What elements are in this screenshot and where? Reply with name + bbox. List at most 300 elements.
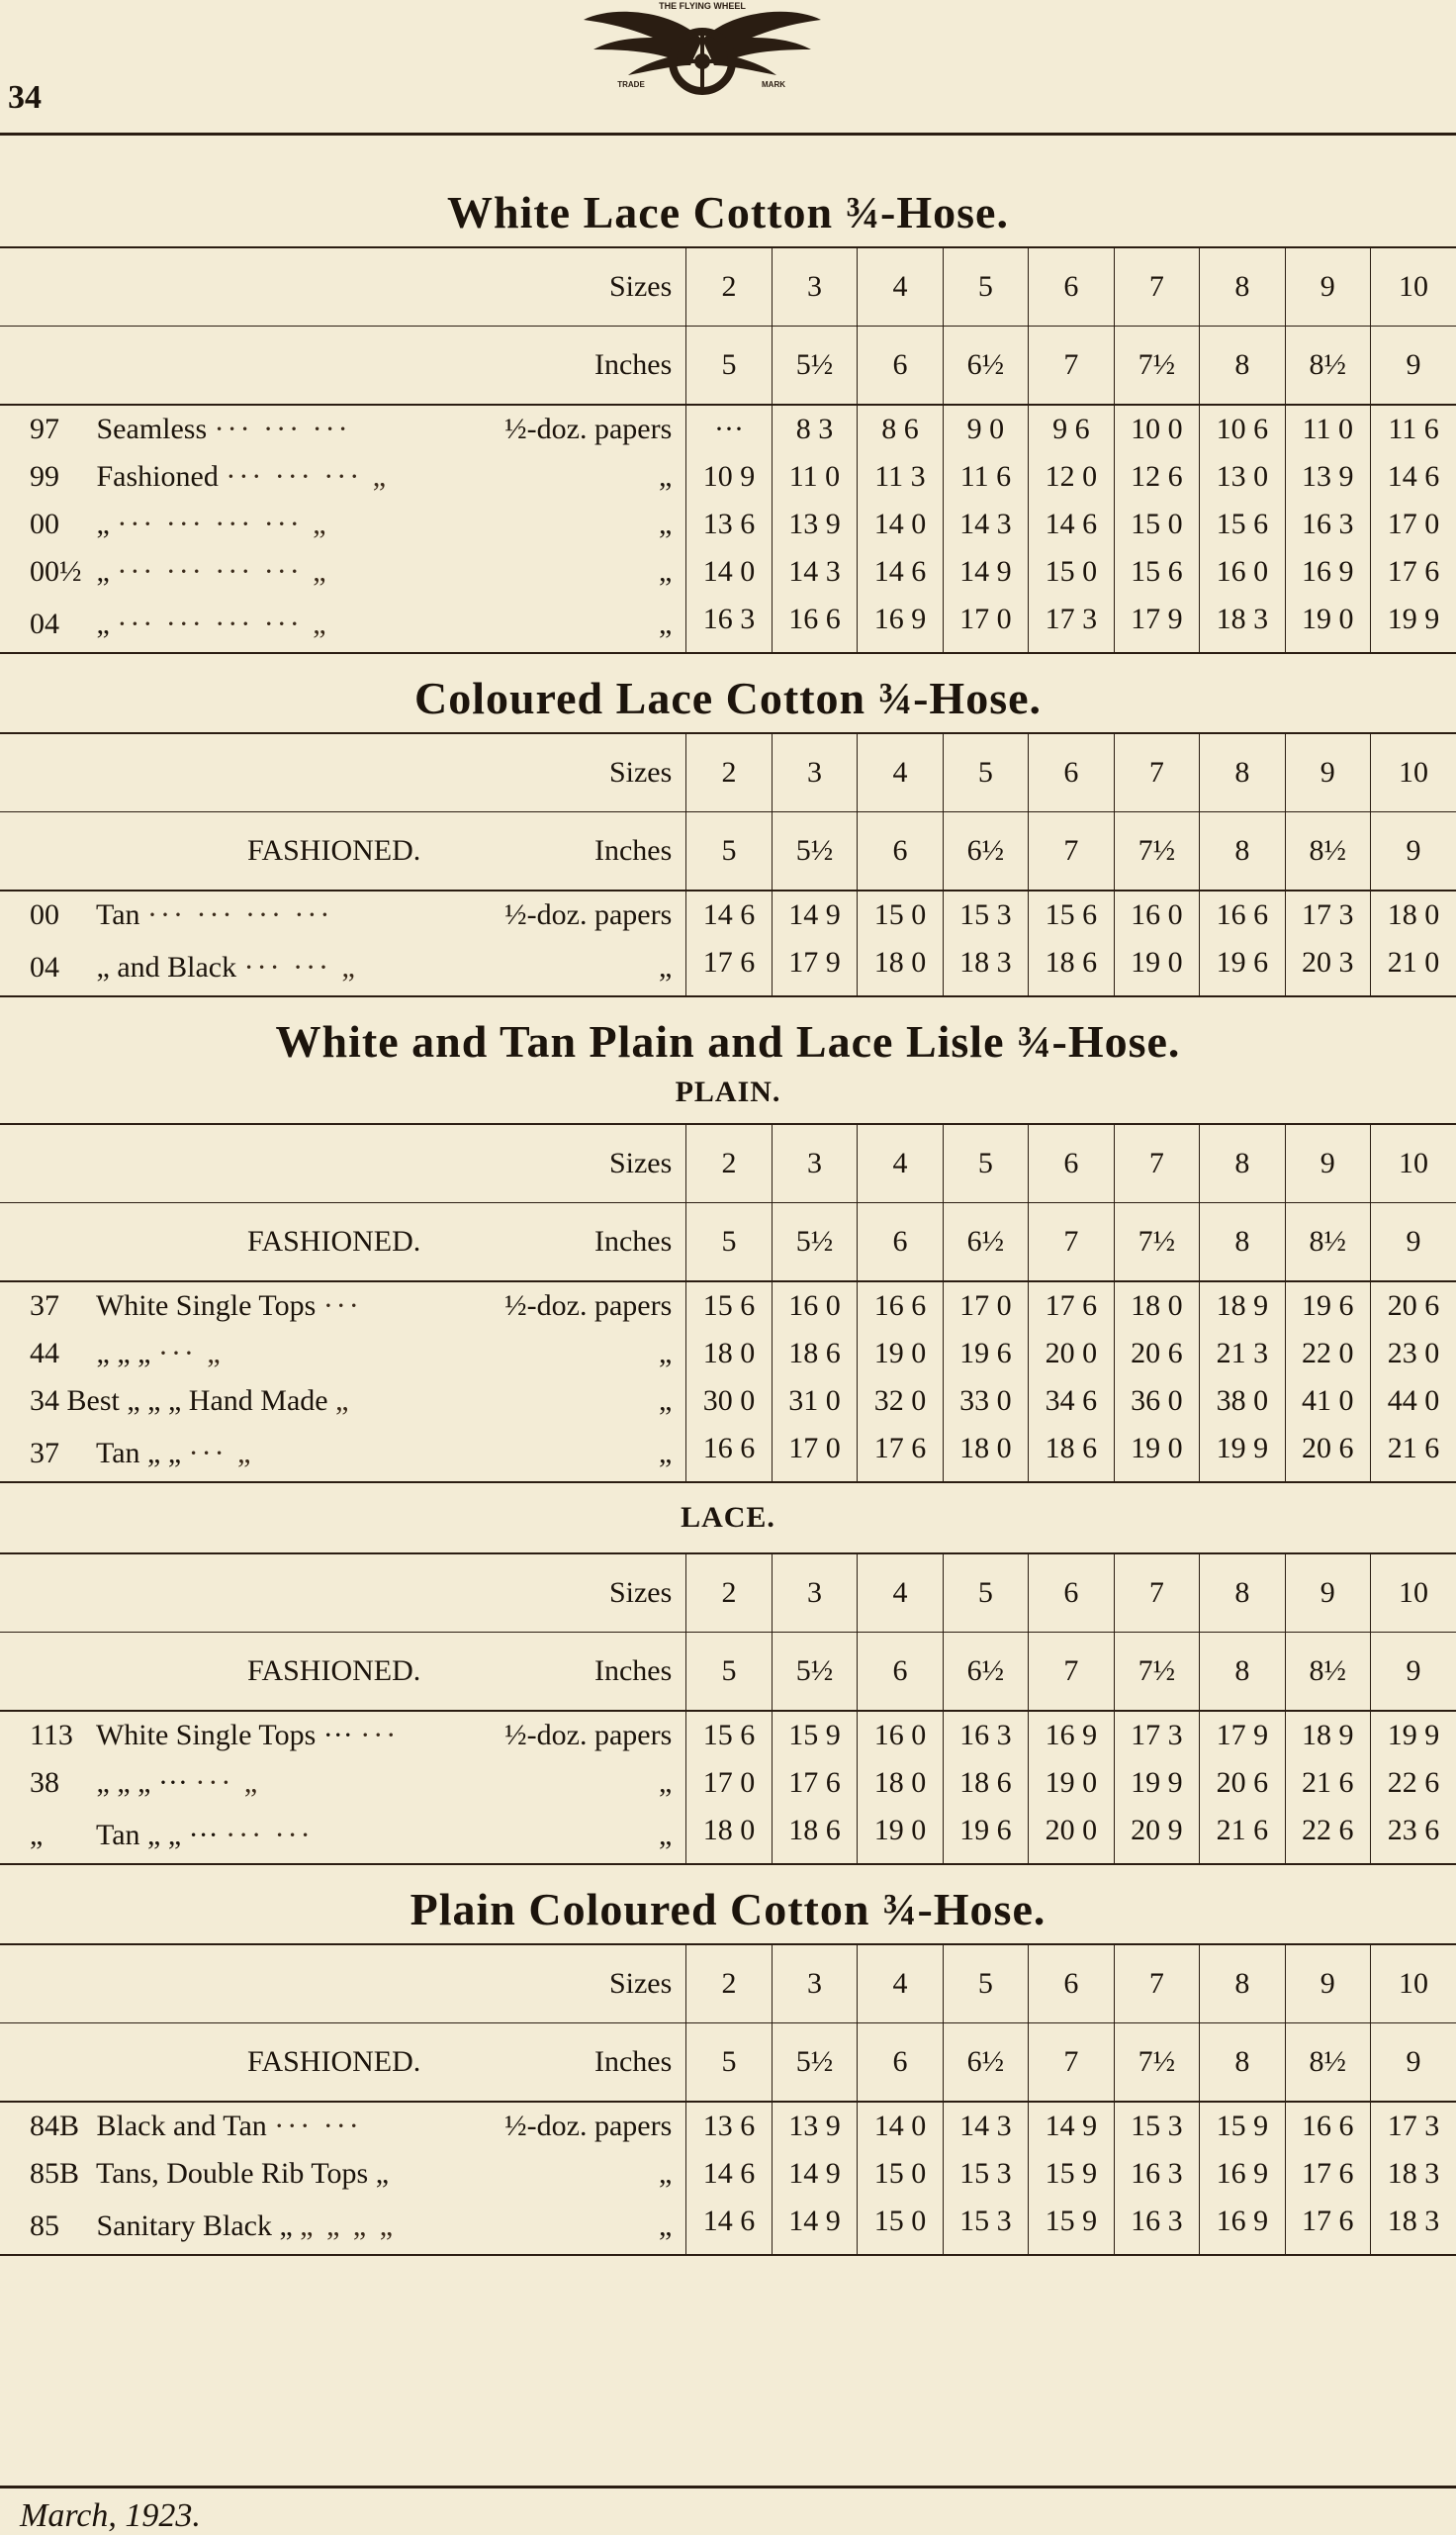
size-cell: 8 [1200, 733, 1285, 812]
inches-row [0, 1203, 1456, 1282]
price-cell: 13 9 [772, 501, 857, 548]
price-cell: 14 0 [858, 2102, 943, 2150]
section-title: White Lace Cotton ¾-Hose. [447, 187, 1009, 237]
item-desc: „ and Black [96, 950, 237, 984]
price-cell: 44 0 [1371, 1377, 1456, 1425]
size-cell: 6 [1029, 247, 1114, 327]
price-cell: 15 0 [858, 2150, 943, 2198]
item-desc: White Single Tops [95, 1289, 317, 1322]
row-description [30, 1337, 224, 1370]
leader-dots: ··· „ [157, 1337, 224, 1369]
inch-cell: 6½ [943, 1203, 1028, 1282]
price-cell: 14 6 [686, 891, 772, 939]
row-description [30, 2157, 389, 2191]
leader-dots: ··· ··· [226, 1818, 314, 1851]
size-cell: 8 [1200, 1944, 1285, 2023]
inch-cell: 5 [686, 327, 772, 406]
item-unit: „ [658, 460, 673, 493]
inch-cell: 6½ [943, 812, 1028, 892]
inch-cell: 5½ [772, 1633, 857, 1712]
row-description [30, 2209, 396, 2243]
size-cell: 4 [858, 733, 943, 812]
row-description [30, 1766, 260, 1800]
price-cell: 16 3 [1114, 2198, 1199, 2255]
price-cell: 16 0 [772, 1281, 857, 1330]
size-cell: 4 [858, 1944, 943, 2023]
item-desc: Black and Tan [96, 2110, 267, 2142]
size-cell: 3 [772, 1124, 857, 1203]
fashioned-label: FASHIONED. [247, 2045, 421, 2078]
price-cell: 21 6 [1371, 1425, 1456, 1482]
table-row [0, 1330, 1456, 1377]
size-cell: 4 [858, 1124, 943, 1203]
price-table [0, 1943, 1456, 2256]
item-desc: Sanitary Black „ [96, 2208, 293, 2242]
price-cell: 33 0 [943, 1377, 1028, 1425]
price-cell: 10 6 [1200, 405, 1285, 453]
inch-cell: 5½ [772, 812, 857, 892]
price-sections [0, 178, 1456, 2274]
inch-cell: 6½ [943, 1633, 1028, 1712]
price-cell: 15 9 [1029, 2198, 1114, 2255]
section-title: Coloured Lace Cotton ¾-Hose. [413, 673, 1043, 723]
size-cell: 7 [1114, 247, 1199, 327]
price-cell: 18 6 [772, 1807, 857, 1864]
table-subhead: LACE. [681, 1501, 775, 1534]
price-cell: 17 3 [1114, 1711, 1199, 1759]
price-cell: 15 9 [1029, 2150, 1114, 2198]
inch-cell: 8½ [1285, 1633, 1370, 1712]
price-cell: 13 6 [686, 501, 772, 548]
price-table [0, 1552, 1456, 1865]
price-cell: 15 0 [858, 2198, 943, 2255]
inch-cell: 6 [858, 812, 943, 892]
price-cell: ··· [686, 405, 772, 453]
row-description [30, 555, 329, 589]
price-cell: 10 0 [1114, 405, 1199, 453]
sizes-label-cell [0, 1124, 686, 1203]
sizes-label: Sizes [608, 756, 673, 789]
price-cell: 18 0 [858, 939, 943, 996]
row-label-cell [0, 2150, 686, 2198]
sizes-label-cell [0, 1553, 686, 1633]
inch-cell: 5½ [772, 2023, 857, 2103]
price-cell: 19 6 [1200, 939, 1285, 996]
row-label-cell [0, 405, 686, 453]
sizes-label-cell [0, 247, 686, 327]
price-cell: 19 6 [1285, 1281, 1370, 1330]
table-row [0, 939, 1456, 996]
item-unit: ½-doz. papers [504, 1289, 673, 1322]
table-row [0, 453, 1456, 501]
size-cell: 6 [1029, 1944, 1114, 2023]
price-cell: 17 6 [686, 939, 772, 996]
inches-label: Inches [593, 1654, 673, 1687]
price-cell: 14 6 [686, 2150, 772, 2198]
section [0, 1015, 1456, 1865]
price-cell: 19 9 [1200, 1425, 1285, 1482]
item-unit: „ [658, 1384, 673, 1417]
size-cell: 7 [1114, 1553, 1199, 1633]
item-desc: Tan [95, 898, 140, 931]
price-cell: 17 6 [772, 1759, 857, 1807]
section [0, 186, 1456, 654]
price-cell: 18 9 [1285, 1711, 1370, 1759]
inch-cell: 9 [1371, 1633, 1456, 1712]
table-row [0, 596, 1456, 653]
inch-cell: 8 [1200, 327, 1285, 406]
header-rule [0, 133, 1456, 136]
price-cell: 15 6 [686, 1711, 772, 1759]
flying-wheel-logo-icon [574, 0, 831, 111]
leader-dots: ··· „ [188, 1436, 254, 1469]
table-row [0, 1281, 1456, 1330]
item-code: 84B [30, 2110, 80, 2142]
price-cell: 22 0 [1285, 1330, 1370, 1377]
size-cell: 5 [943, 247, 1028, 327]
price-cell: 14 6 [686, 2198, 772, 2255]
price-cell: 32 0 [858, 1377, 943, 1425]
table-row [0, 891, 1456, 939]
item-code: 44 [30, 1337, 59, 1369]
price-cell: 17 0 [1371, 501, 1456, 548]
price-cell: 14 3 [772, 548, 857, 596]
item-code: „ [30, 1818, 44, 1851]
table-row [0, 1425, 1456, 1482]
row-description [30, 460, 389, 494]
price-cell: 16 9 [858, 596, 943, 653]
inch-cell: 7 [1029, 327, 1114, 406]
price-cell: 15 9 [1200, 2102, 1285, 2150]
price-cell: 17 6 [1371, 548, 1456, 596]
item-code: 37 [30, 1436, 59, 1469]
size-cell: 2 [686, 247, 772, 327]
leader-dots: ··· „ [195, 1766, 261, 1799]
price-cell: 20 6 [1285, 1425, 1370, 1482]
row-label-cell [0, 2198, 686, 2255]
row-description [30, 1719, 399, 1752]
size-cell: 5 [943, 1944, 1028, 2023]
price-cell: 19 9 [1371, 596, 1456, 653]
row-label-cell [0, 501, 686, 548]
price-cell: 16 6 [686, 1425, 772, 1482]
size-cell: 2 [686, 1124, 772, 1203]
price-cell: 20 6 [1114, 1330, 1199, 1377]
price-cell: 14 0 [858, 501, 943, 548]
price-table [0, 246, 1456, 654]
price-cell: 22 6 [1371, 1759, 1456, 1807]
sizes-label: Sizes [608, 270, 673, 303]
price-cell: 18 0 [1371, 891, 1456, 939]
inch-cell: 6 [858, 327, 943, 406]
price-cell: 17 0 [943, 596, 1028, 653]
size-cell: 6 [1029, 1124, 1114, 1203]
fashioned-label: FASHIONED. [247, 1225, 421, 1258]
row-label-cell [0, 891, 686, 939]
price-cell: 18 3 [943, 939, 1028, 996]
price-cell: 17 0 [772, 1425, 857, 1482]
price-cell: 16 3 [1285, 501, 1370, 548]
price-cell: 15 6 [686, 1281, 772, 1330]
fashioned-label: FASHIONED. [247, 834, 421, 867]
price-cell: 16 6 [772, 596, 857, 653]
leader-dots: ··· ··· ··· ··· [147, 898, 333, 931]
price-cell: 13 6 [686, 2102, 772, 2150]
row-description [30, 508, 329, 541]
logo-text-top: THE FLYING WHEEL [659, 1, 746, 11]
price-cell: 17 9 [1114, 596, 1199, 653]
sizes-label: Sizes [608, 1576, 673, 1609]
sizes-row [0, 1944, 1456, 2023]
price-cell: 17 9 [772, 939, 857, 996]
item-code: 99 [30, 460, 59, 493]
price-cell: 14 9 [1029, 2102, 1114, 2150]
inch-cell: 5½ [772, 1203, 857, 1282]
inches-row [0, 2023, 1456, 2103]
inch-cell: 8½ [1285, 1203, 1370, 1282]
leader-dots: „ [335, 1384, 352, 1417]
price-cell: 11 3 [858, 453, 943, 501]
item-code: 34 Best [30, 1384, 120, 1417]
price-table [0, 1123, 1456, 1483]
price-cell: 10 9 [686, 453, 772, 501]
item-desc-extra: „ Hand Made [167, 1384, 328, 1417]
item-unit: „ [658, 2157, 673, 2190]
inch-cell: 5 [686, 812, 772, 892]
size-cell: 5 [943, 1553, 1028, 1633]
size-cell: 4 [858, 247, 943, 327]
item-code: 38 [30, 1766, 59, 1799]
inch-cell: 9 [1371, 812, 1456, 892]
price-cell: 21 6 [1200, 1807, 1285, 1864]
price-cell: 23 0 [1371, 1330, 1456, 1377]
inch-cell: 7½ [1114, 1203, 1199, 1282]
price-cell: 14 9 [943, 548, 1028, 596]
item-unit: „ [658, 1766, 673, 1799]
price-cell: 18 6 [943, 1759, 1028, 1807]
section-title: White and Tan Plain and Lace Lisle ¾-Hose. [275, 1016, 1181, 1067]
price-cell: 16 0 [1114, 891, 1199, 939]
section [0, 672, 1456, 997]
price-cell: 19 9 [1114, 1759, 1199, 1807]
inch-cell: 7½ [1114, 327, 1199, 406]
price-cell: 19 6 [943, 1807, 1028, 1864]
price-cell: 18 9 [1200, 1281, 1285, 1330]
price-cell: 18 3 [1371, 2150, 1456, 2198]
inch-cell: 9 [1371, 327, 1456, 406]
leader-dots: „ „ „ „ [300, 2208, 397, 2242]
row-label-cell [0, 1711, 686, 1759]
inch-cell: 8 [1200, 1633, 1285, 1712]
leader-dots: ··· ··· „ [243, 950, 358, 984]
table-row [0, 1759, 1456, 1807]
price-cell: 17 6 [1285, 2150, 1370, 2198]
inch-cell: 8½ [1285, 812, 1370, 892]
row-label-cell [0, 1425, 686, 1482]
size-cell: 10 [1371, 733, 1456, 812]
leader-dots: ··· ··· ··· ··· „ [117, 508, 329, 540]
price-cell: 15 0 [858, 891, 943, 939]
item-code: 37 [30, 1289, 59, 1322]
row-description [30, 2110, 362, 2143]
price-cell: 34 6 [1029, 1377, 1114, 1425]
size-cell: 9 [1285, 1124, 1370, 1203]
price-cell: 20 6 [1200, 1759, 1285, 1807]
price-cell: 18 0 [686, 1330, 772, 1377]
price-cell: 13 0 [1200, 453, 1285, 501]
price-cell: 14 3 [943, 2102, 1028, 2150]
item-unit: ½-doz. papers [504, 1719, 673, 1751]
inches-label-cell [0, 1633, 686, 1712]
price-cell: 16 3 [686, 596, 772, 653]
inches-label-cell [0, 2023, 686, 2103]
item-desc: „ [96, 607, 110, 640]
sizes-row [0, 247, 1456, 327]
price-cell: 16 6 [1200, 891, 1285, 939]
price-cell: 18 3 [1371, 2198, 1456, 2255]
price-cell: 14 6 [1371, 453, 1456, 501]
price-table [0, 732, 1456, 997]
price-cell: 19 0 [1114, 939, 1199, 996]
price-cell: 19 0 [858, 1807, 943, 1864]
sizes-label: Sizes [608, 1147, 673, 1179]
price-cell: 19 9 [1371, 1711, 1456, 1759]
row-description [30, 1289, 362, 1323]
leader-dots: ··· ··· [274, 2110, 362, 2142]
item-unit: „ [658, 1337, 673, 1369]
row-description [30, 413, 351, 446]
item-desc: „ [96, 508, 110, 540]
row-label-cell [0, 1281, 686, 1330]
item-desc: „ „ „ [96, 1337, 151, 1369]
price-cell: 16 9 [1200, 2198, 1285, 2255]
price-cell: 16 6 [1285, 2102, 1370, 2150]
inch-cell: 8 [1200, 1203, 1285, 1282]
inch-cell: 5 [686, 1203, 772, 1282]
logo-text-left: TRADE [617, 80, 645, 89]
price-cell: 31 0 [772, 1377, 857, 1425]
inch-cell: 7½ [1114, 1633, 1199, 1712]
sizes-label: Sizes [608, 1967, 673, 2000]
section [0, 1883, 1456, 2256]
price-cell: 15 3 [943, 2150, 1028, 2198]
item-code: 00½ [30, 555, 82, 588]
size-cell: 3 [772, 247, 857, 327]
price-cell: 14 6 [1029, 501, 1114, 548]
size-cell: 8 [1200, 247, 1285, 327]
inch-cell: 9 [1371, 2023, 1456, 2103]
table-row [0, 2198, 1456, 2255]
size-cell: 2 [686, 1944, 772, 2023]
price-cell: 20 0 [1029, 1807, 1114, 1864]
price-cell: 12 6 [1114, 453, 1199, 501]
inch-cell: 7 [1029, 2023, 1114, 2103]
item-desc: Tan „ „ [95, 1436, 182, 1469]
item-unit: ½-doz. papers [504, 413, 673, 445]
item-code: 85 [30, 2208, 59, 2242]
inches-row [0, 1633, 1456, 1712]
item-unit: ½-doz. papers [504, 2110, 673, 2142]
item-desc: Tan „ „ ··· [95, 1818, 219, 1851]
leader-dots: ··· ··· ··· ··· „ [117, 607, 329, 640]
price-cell: 22 6 [1285, 1807, 1370, 1864]
size-cell: 9 [1285, 1553, 1370, 1633]
sizes-label-cell [0, 733, 686, 812]
inch-cell: 7½ [1114, 2023, 1199, 2103]
price-cell: 41 0 [1285, 1377, 1370, 1425]
price-cell: 16 9 [1200, 2150, 1285, 2198]
item-desc: Seamless [96, 413, 208, 445]
price-cell: 20 6 [1371, 1281, 1456, 1330]
item-unit: „ [658, 2208, 673, 2242]
inch-cell: 5 [686, 1633, 772, 1712]
table-row [0, 548, 1456, 596]
price-cell: 15 6 [1200, 501, 1285, 548]
page-header [0, 0, 1456, 139]
price-cell: 19 6 [943, 1330, 1028, 1377]
price-cell: 20 3 [1285, 939, 1370, 996]
price-cell: 11 6 [943, 453, 1028, 501]
price-cell: 17 6 [1285, 2198, 1370, 2255]
section-title: Plain Coloured Cotton ¾-Hose. [410, 1884, 1046, 1934]
inch-cell: 8½ [1285, 2023, 1370, 2103]
size-cell: 7 [1114, 1944, 1199, 2023]
price-cell: 11 0 [772, 453, 857, 501]
row-label-cell [0, 2102, 686, 2150]
sizes-row [0, 1124, 1456, 1203]
item-unit: „ [658, 1436, 673, 1469]
item-unit: „ [658, 607, 673, 640]
row-description [30, 1437, 253, 1470]
inch-cell: 6½ [943, 2023, 1028, 2103]
item-unit: ½-doz. papers [504, 898, 673, 931]
inch-cell: 5½ [772, 327, 857, 406]
table-row [0, 1377, 1456, 1425]
price-cell: 19 0 [1285, 596, 1370, 653]
price-cell: 18 6 [1029, 939, 1114, 996]
price-cell: 21 3 [1200, 1330, 1285, 1377]
price-cell: 18 0 [858, 1759, 943, 1807]
row-description [30, 898, 332, 932]
price-cell: 11 0 [1285, 405, 1370, 453]
price-cell: 19 0 [1029, 1759, 1114, 1807]
row-label-cell [0, 596, 686, 653]
price-cell: 16 0 [1200, 548, 1285, 596]
inch-cell: 8 [1200, 812, 1285, 892]
inches-label: Inches [593, 1225, 673, 1258]
inches-label: Inches [593, 348, 673, 381]
size-cell: 9 [1285, 733, 1370, 812]
price-cell: 18 0 [943, 1425, 1028, 1482]
size-cell: 8 [1200, 1124, 1285, 1203]
price-cell: 15 3 [1114, 2102, 1199, 2150]
inch-cell: 7 [1029, 1203, 1114, 1282]
price-cell: 13 9 [772, 2102, 857, 2150]
item-code: 00 [30, 898, 59, 931]
price-cell: 17 3 [1285, 891, 1370, 939]
price-cell: 15 6 [1114, 548, 1199, 596]
price-cell: 16 3 [1114, 2150, 1199, 2198]
price-cell: 15 6 [1029, 891, 1114, 939]
row-label-cell [0, 939, 686, 996]
size-cell: 10 [1371, 1124, 1456, 1203]
size-cell: 5 [943, 1124, 1028, 1203]
size-cell: 3 [772, 1944, 857, 2023]
price-cell: 11 6 [1371, 405, 1456, 453]
size-cell: 7 [1114, 733, 1199, 812]
price-cell: 17 9 [1200, 1711, 1285, 1759]
sizes-row [0, 733, 1456, 812]
